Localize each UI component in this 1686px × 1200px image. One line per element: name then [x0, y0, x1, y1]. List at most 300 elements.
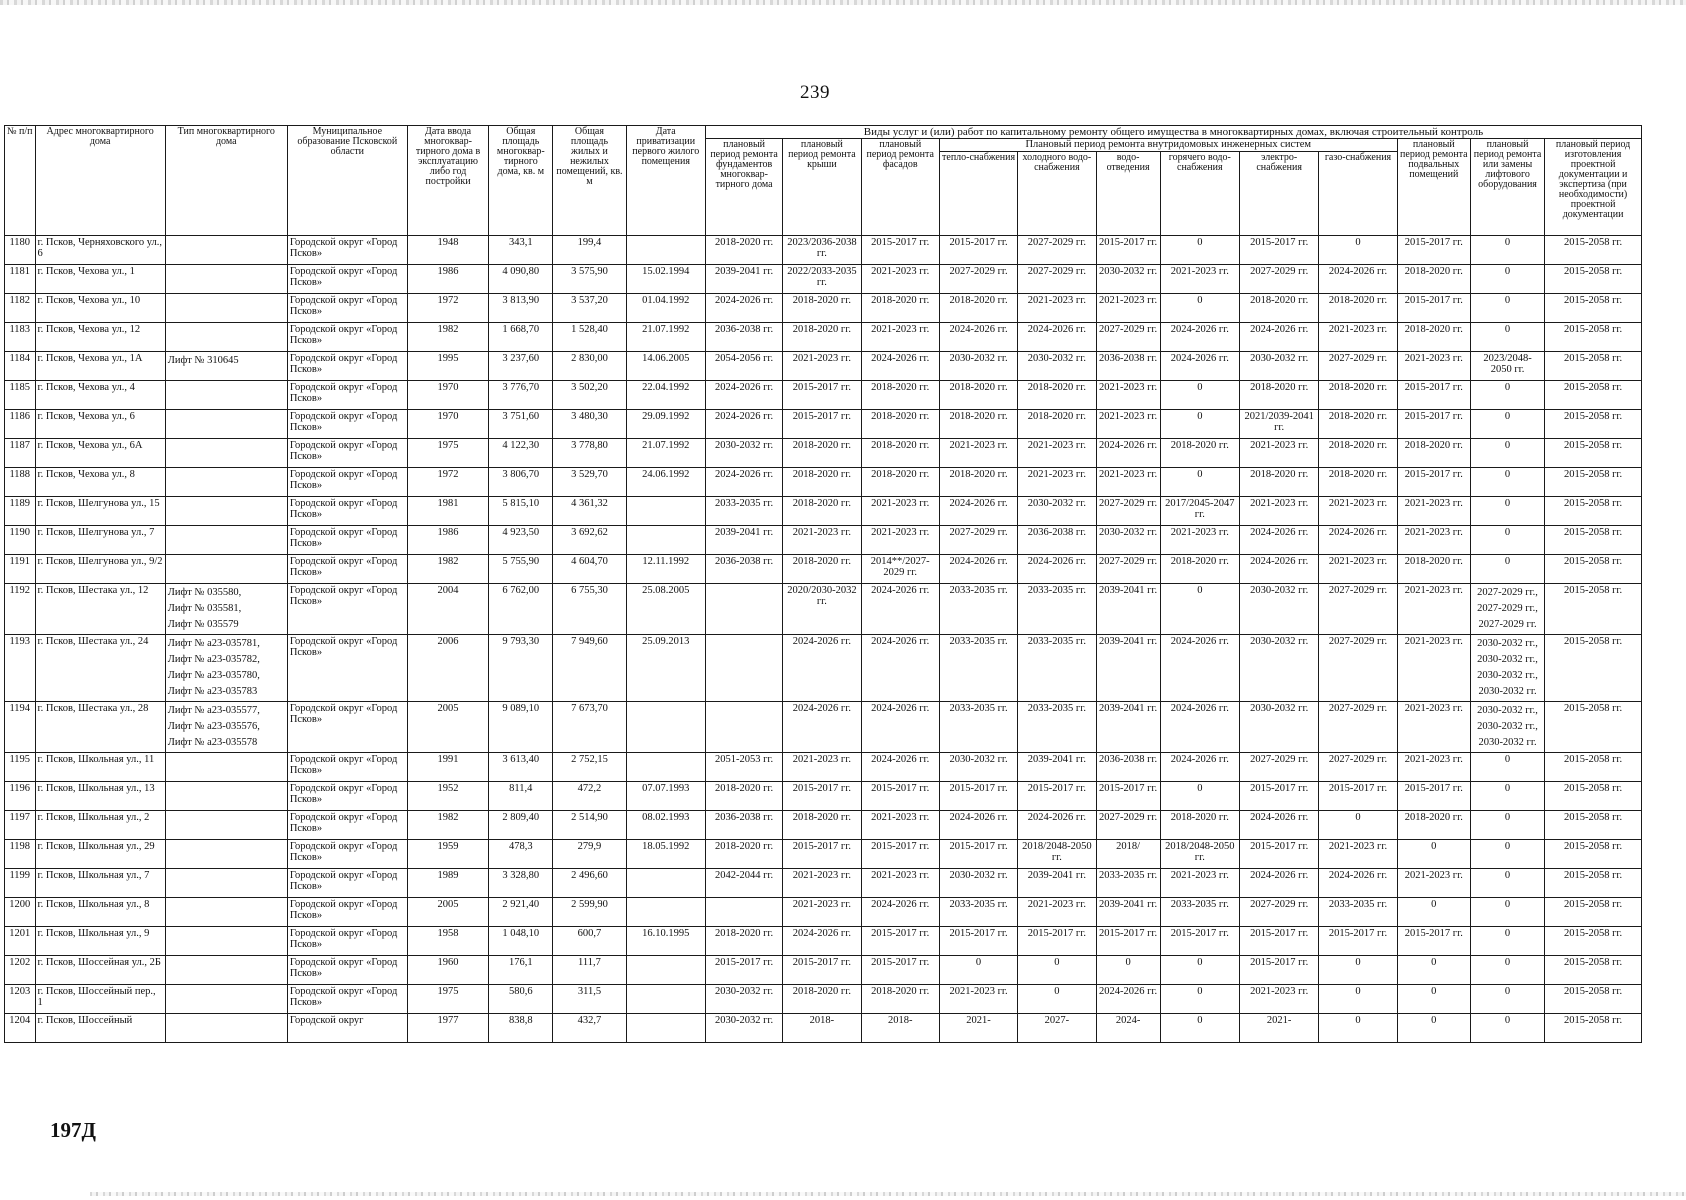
- municipality-cell: Городской округ «Город Псков»: [287, 869, 407, 898]
- docs-cell: 2015-2058 гг.: [1545, 526, 1642, 555]
- header-lift: плановый период ремонта или замены лифтового оборудования: [1470, 139, 1544, 236]
- cold-water-cell: 0: [1018, 956, 1096, 985]
- cold-water-cell: 2024-2026 гг.: [1018, 811, 1096, 840]
- table-row: [5, 265, 1642, 294]
- lift-cell: [1470, 956, 1544, 985]
- electro-cell: 2024-2026 гг.: [1239, 869, 1318, 898]
- facade-cell: 2015-2017 гг.: [861, 956, 939, 985]
- privatization-cell: [626, 526, 705, 555]
- electro-cell: 2021-2023 гг.: [1239, 497, 1318, 526]
- lift-cell: [1470, 323, 1544, 352]
- row-number: 1193: [5, 635, 36, 702]
- year-cell: 1991: [407, 753, 488, 782]
- total-area-cell: 3 613,40: [489, 753, 553, 782]
- heat-cell: 2027-2029 гг.: [939, 526, 1017, 555]
- year-cell: 1986: [407, 265, 488, 294]
- lift-period-line: 2030-2032 гг.,: [1477, 654, 1538, 665]
- hot-water-cell: 0: [1160, 468, 1239, 497]
- lift-id-line: Лифт № 035579: [167, 619, 239, 630]
- electro-cell: 2027-2029 гг.: [1239, 753, 1318, 782]
- address-cell: г. Псков, Чехова ул., 8: [35, 468, 165, 497]
- header-facade: плановый период ремонта фасадов: [861, 139, 939, 236]
- heat-cell: 2030-2032 гг.: [939, 869, 1017, 898]
- drainage-cell: 2030-2032 гг.: [1096, 526, 1160, 555]
- municipality-cell: Городской округ «Город Псков»: [287, 753, 407, 782]
- privatization-cell: 16.10.1995: [626, 927, 705, 956]
- living-area-cell: 4 361,32: [553, 497, 626, 526]
- year-cell: 2006: [407, 635, 488, 702]
- hot-water-cell: 2024-2026 гг.: [1160, 702, 1239, 753]
- drainage-cell: 2021-2023 гг.: [1096, 468, 1160, 497]
- table-row: [5, 381, 1642, 410]
- lift-cell: [1470, 410, 1544, 439]
- facade-cell: 2021-2023 гг.: [861, 497, 939, 526]
- foundation-cell: [705, 635, 782, 702]
- electro-cell: 2024-2026 гг.: [1239, 811, 1318, 840]
- docs-cell: 2015-2058 гг.: [1545, 497, 1642, 526]
- address-cell: г. Псков, Школьная ул., 11: [35, 753, 165, 782]
- table-row: [5, 840, 1642, 869]
- type-cell: [165, 468, 287, 497]
- heat-cell: 2033-2035 гг.: [939, 898, 1017, 927]
- hot-water-cell: 0: [1160, 1014, 1239, 1043]
- electro-cell: 2018-2020 гг.: [1239, 294, 1318, 323]
- foundation-cell: 2030-2032 гг.: [705, 985, 782, 1014]
- lift-id-line: Лифт № а23-035780,: [167, 670, 260, 681]
- roof-cell: 2018-2020 гг.: [783, 555, 861, 584]
- privatization-cell: [626, 956, 705, 985]
- living-area-cell: 3 480,30: [553, 410, 626, 439]
- docs-cell: 2015-2058 гг.: [1545, 265, 1642, 294]
- docs-cell: 2015-2058 гг.: [1545, 323, 1642, 352]
- municipality-cell: Городской округ «Город Псков»: [287, 410, 407, 439]
- table-row: [5, 439, 1642, 468]
- roof-cell: 2018-: [783, 1014, 861, 1043]
- lift-period-line: 0: [1504, 382, 1511, 393]
- gas-cell: 2018-2020 гг.: [1319, 410, 1397, 439]
- lift-period-line: 0: [1504, 754, 1511, 765]
- municipality-cell: Городской округ «Город Псков»: [287, 381, 407, 410]
- lift-cell: [1470, 1014, 1544, 1043]
- address-cell: г. Псков, Чехова ул., 6: [35, 410, 165, 439]
- lift-period-line: 0: [1504, 237, 1511, 248]
- drainage-cell: 2027-2029 гг.: [1096, 555, 1160, 584]
- facade-cell: 2024-2026 гг.: [861, 753, 939, 782]
- gas-cell: 2027-2029 гг.: [1319, 753, 1397, 782]
- privatization-cell: 29.09.1992: [626, 410, 705, 439]
- type-cell: [165, 811, 287, 840]
- total-area-cell: 4 122,30: [489, 439, 553, 468]
- privatization-cell: 25.08.2005: [626, 584, 705, 635]
- total-area-cell: 343,1: [489, 236, 553, 265]
- total-area-cell: 2 921,40: [489, 898, 553, 927]
- drainage-cell: 2039-2041 гг.: [1096, 584, 1160, 635]
- lift-period-line: 0: [1504, 469, 1511, 480]
- living-area-cell: 2 830,00: [553, 352, 626, 381]
- facade-cell: 2018-2020 гг.: [861, 439, 939, 468]
- cold-water-cell: 2021-2023 гг.: [1018, 898, 1096, 927]
- foundation-cell: 2030-2032 гг.: [705, 1014, 782, 1043]
- gas-cell: 2024-2026 гг.: [1319, 869, 1397, 898]
- address-cell: г. Псков, Школьная ул., 9: [35, 927, 165, 956]
- cold-water-cell: 2033-2035 гг.: [1018, 635, 1096, 702]
- gas-cell: 2027-2029 гг.: [1319, 702, 1397, 753]
- living-area-cell: 311,5: [553, 985, 626, 1014]
- header-total-area: Общая площадь многоквар-тирного дома, кв. м: [489, 126, 553, 236]
- foundation-cell: [705, 898, 782, 927]
- cold-water-cell: 2030-2032 гг.: [1018, 497, 1096, 526]
- roof-cell: 2015-2017 гг.: [783, 840, 861, 869]
- lift-period-line: 0: [1504, 527, 1511, 538]
- row-number: 1195: [5, 753, 36, 782]
- type-cell: [165, 526, 287, 555]
- privatization-cell: 21.07.1992: [626, 323, 705, 352]
- facade-cell: 2021-2023 гг.: [861, 323, 939, 352]
- cold-water-cell: 2018-2020 гг.: [1018, 410, 1096, 439]
- hot-water-cell: 2024-2026 гг.: [1160, 352, 1239, 381]
- living-area-cell: 2 514,90: [553, 811, 626, 840]
- living-area-cell: 3 502,20: [553, 381, 626, 410]
- facade-cell: 2021-2023 гг.: [861, 526, 939, 555]
- basement-cell: 2021-2023 гг.: [1397, 753, 1470, 782]
- privatization-cell: [626, 753, 705, 782]
- table-row: [5, 869, 1642, 898]
- docs-cell: 2015-2058 гг.: [1545, 294, 1642, 323]
- lift-period-line: 0: [1504, 899, 1511, 910]
- total-area-cell: 9 089,10: [489, 702, 553, 753]
- living-area-cell: 432,7: [553, 1014, 626, 1043]
- docs-cell: 2015-2058 гг.: [1545, 985, 1642, 1014]
- header-hot-water: горячего водо-снабжения: [1160, 152, 1239, 236]
- lift-id-line: Лифт № а23-035783: [167, 686, 258, 697]
- living-area-cell: 2 496,60: [553, 869, 626, 898]
- type-cell: [165, 985, 287, 1014]
- cold-water-cell: 2027-2029 гг.: [1018, 236, 1096, 265]
- drainage-cell: 2027-2029 гг.: [1096, 497, 1160, 526]
- basement-cell: 2018-2020 гг.: [1397, 265, 1470, 294]
- total-area-cell: 478,3: [489, 840, 553, 869]
- electro-cell: 2030-2032 гг.: [1239, 584, 1318, 635]
- docs-cell: 2015-2058 гг.: [1545, 381, 1642, 410]
- roof-cell: 2018-2020 гг.: [783, 468, 861, 497]
- heat-cell: 2024-2026 гг.: [939, 811, 1017, 840]
- basement-cell: 2015-2017 гг.: [1397, 468, 1470, 497]
- lift-cell: [1470, 497, 1544, 526]
- heat-cell: 2033-2035 гг.: [939, 584, 1017, 635]
- address-cell: г. Псков, Шелгунова ул., 15: [35, 497, 165, 526]
- living-area-cell: 7 949,60: [553, 635, 626, 702]
- header-basement: плановый период ремонта подвальных помещений: [1397, 139, 1470, 236]
- total-area-cell: 1 668,70: [489, 323, 553, 352]
- type-cell: [165, 869, 287, 898]
- foundation-cell: [705, 584, 782, 635]
- lift-cell: [1470, 352, 1544, 381]
- living-area-cell: 4 604,70: [553, 555, 626, 584]
- hot-water-cell: 2017/2045-2047 гг.: [1160, 497, 1239, 526]
- lift-id-line: Лифт № 310645: [167, 355, 239, 366]
- living-area-cell: 1 528,40: [553, 323, 626, 352]
- total-area-cell: 5 755,90: [489, 555, 553, 584]
- type-cell: [165, 497, 287, 526]
- address-cell: г. Псков, Школьная ул., 13: [35, 782, 165, 811]
- privatization-cell: 08.02.1993: [626, 811, 705, 840]
- foundation-cell: [705, 702, 782, 753]
- lift-period-line: 0: [1504, 324, 1511, 335]
- roof-cell: 2024-2026 гг.: [783, 927, 861, 956]
- lift-period-line: 0: [1504, 440, 1511, 451]
- type-cell: [165, 236, 287, 265]
- table-row: [5, 927, 1642, 956]
- hot-water-cell: 0: [1160, 782, 1239, 811]
- basement-cell: 0: [1397, 956, 1470, 985]
- foundation-cell: 2030-2032 гг.: [705, 439, 782, 468]
- facade-cell: 2018-2020 гг.: [861, 381, 939, 410]
- lift-id-line: Лифт № 035581,: [167, 603, 242, 614]
- year-cell: 1958: [407, 927, 488, 956]
- foundation-cell: 2024-2026 гг.: [705, 381, 782, 410]
- row-number: 1202: [5, 956, 36, 985]
- header-gas: газо-снабжения: [1319, 152, 1397, 236]
- electro-cell: 2021/2039-2041 гг.: [1239, 410, 1318, 439]
- drainage-cell: 2036-2038 гг.: [1096, 753, 1160, 782]
- basement-cell: 0: [1397, 1014, 1470, 1043]
- foundation-cell: 2039-2041 гг.: [705, 526, 782, 555]
- cold-water-cell: 2015-2017 гг.: [1018, 782, 1096, 811]
- type-cell: [165, 323, 287, 352]
- heat-cell: 2021-2023 гг.: [939, 439, 1017, 468]
- row-number: 1180: [5, 236, 36, 265]
- header-address: Адрес многоквартирного дома: [35, 126, 165, 236]
- facade-cell: 2021-2023 гг.: [861, 811, 939, 840]
- lift-cell: [1470, 702, 1544, 753]
- lift-cell: [1470, 840, 1544, 869]
- heat-cell: 2030-2032 гг.: [939, 352, 1017, 381]
- heat-cell: 2015-2017 гг.: [939, 236, 1017, 265]
- hot-water-cell: 2018/2048-2050 гг.: [1160, 840, 1239, 869]
- heat-cell: 2018-2020 гг.: [939, 410, 1017, 439]
- foundation-cell: 2033-2035 гг.: [705, 497, 782, 526]
- docs-cell: 2015-2058 гг.: [1545, 555, 1642, 584]
- heat-cell: 2021-: [939, 1014, 1017, 1043]
- lift-period-line: 2030-2032 гг.,: [1477, 705, 1538, 716]
- header-municipality: Муниципальное образование Псковской области: [287, 126, 407, 236]
- address-cell: г. Псков, Черняховского ул., 6: [35, 236, 165, 265]
- type-cell: [165, 584, 287, 635]
- total-area-cell: 9 793,30: [489, 635, 553, 702]
- basement-cell: 2021-2023 гг.: [1397, 702, 1470, 753]
- row-number: 1191: [5, 555, 36, 584]
- electro-cell: 2018-2020 гг.: [1239, 381, 1318, 410]
- cold-water-cell: 2021-2023 гг.: [1018, 294, 1096, 323]
- gas-cell: 2021-2023 гг.: [1319, 323, 1397, 352]
- roof-cell: 2021-2023 гг.: [783, 753, 861, 782]
- electro-cell: 2021-2023 гг.: [1239, 985, 1318, 1014]
- drainage-cell: 2033-2035 гг.: [1096, 869, 1160, 898]
- electro-cell: 2024-2026 гг.: [1239, 555, 1318, 584]
- header-engineering-group: Плановый период ремонта внутридомовых инженерных систем: [939, 139, 1397, 152]
- facade-cell: 2018-2020 гг.: [861, 410, 939, 439]
- facade-cell: 2018-2020 гг.: [861, 985, 939, 1014]
- header-roof: плановый период ремонта крыши: [783, 139, 861, 236]
- facade-cell: 2018-2020 гг.: [861, 468, 939, 497]
- year-cell: 2004: [407, 584, 488, 635]
- facade-cell: 2024-2026 гг.: [861, 635, 939, 702]
- cold-water-cell: 2033-2035 гг.: [1018, 584, 1096, 635]
- total-area-cell: 4 923,50: [489, 526, 553, 555]
- facade-cell: 2024-2026 гг.: [861, 702, 939, 753]
- facade-cell: 2015-2017 гг.: [861, 236, 939, 265]
- roof-cell: 2021-2023 гг.: [783, 526, 861, 555]
- header-type: Тип многоквартирного дома: [165, 126, 287, 236]
- row-number: 1204: [5, 1014, 36, 1043]
- gas-cell: 0: [1319, 1014, 1397, 1043]
- lift-period-line: 0: [1504, 411, 1511, 422]
- cold-water-cell: 2024-2026 гг.: [1018, 555, 1096, 584]
- privatization-cell: 25.09.2013: [626, 635, 705, 702]
- municipality-cell: Городской округ «Город Псков»: [287, 985, 407, 1014]
- living-area-cell: 6 755,30: [553, 584, 626, 635]
- gas-cell: 2024-2026 гг.: [1319, 526, 1397, 555]
- lift-period-line: 0: [1504, 1015, 1511, 1026]
- lift-cell: [1470, 265, 1544, 294]
- cold-water-cell: 2036-2038 гг.: [1018, 526, 1096, 555]
- municipality-cell: Городской округ «Город Псков»: [287, 323, 407, 352]
- docs-cell: 2015-2058 гг.: [1545, 840, 1642, 869]
- electro-cell: 2015-2017 гг.: [1239, 782, 1318, 811]
- basement-cell: 2021-2023 гг.: [1397, 352, 1470, 381]
- header-docs: плановый период изготовления проектной документации и экспертиза (при необходимости) проектной документации: [1545, 139, 1642, 236]
- roof-cell: 2022/2033-2035 гг.: [783, 265, 861, 294]
- lift-cell: [1470, 985, 1544, 1014]
- total-area-cell: 3 328,80: [489, 869, 553, 898]
- facade-cell: 2018-2020 гг.: [861, 294, 939, 323]
- cold-water-cell: 2027-: [1018, 1014, 1096, 1043]
- facade-cell: 2015-2017 гг.: [861, 840, 939, 869]
- year-cell: 1982: [407, 323, 488, 352]
- heat-cell: 2018-2020 гг.: [939, 468, 1017, 497]
- lift-cell: [1470, 635, 1544, 702]
- basement-cell: 2018-2020 гг.: [1397, 323, 1470, 352]
- hot-water-cell: 2021-2023 гг.: [1160, 869, 1239, 898]
- year-cell: 1982: [407, 811, 488, 840]
- address-cell: г. Псков, Шестака ул., 12: [35, 584, 165, 635]
- total-area-cell: 6 762,00: [489, 584, 553, 635]
- year-cell: 1975: [407, 439, 488, 468]
- roof-cell: 2020/2030-2032 гг.: [783, 584, 861, 635]
- hot-water-cell: 0: [1160, 410, 1239, 439]
- cold-water-cell: 2018-2020 гг.: [1018, 381, 1096, 410]
- table-row: [5, 584, 1642, 635]
- facade-cell: 2024-2026 гг.: [861, 352, 939, 381]
- total-area-cell: 3 776,70: [489, 381, 553, 410]
- gas-cell: 2033-2035 гг.: [1319, 898, 1397, 927]
- header-cold-water: холодного водо-снабжения: [1018, 152, 1096, 236]
- roof-cell: 2018-2020 гг.: [783, 497, 861, 526]
- row-number: 1183: [5, 323, 36, 352]
- row-number: 1182: [5, 294, 36, 323]
- row-number: 1181: [5, 265, 36, 294]
- gas-cell: 2018-2020 гг.: [1319, 468, 1397, 497]
- lift-cell: [1470, 439, 1544, 468]
- basement-cell: 2021-2023 гг.: [1397, 584, 1470, 635]
- total-area-cell: 838,8: [489, 1014, 553, 1043]
- electro-cell: 2024-2026 гг.: [1239, 323, 1318, 352]
- living-area-cell: 3 778,80: [553, 439, 626, 468]
- electro-cell: 2021-: [1239, 1014, 1318, 1043]
- municipality-cell: Городской округ «Город Псков»: [287, 898, 407, 927]
- page-code: 197Д: [50, 1118, 96, 1142]
- type-cell: [165, 439, 287, 468]
- foundation-cell: 2018-2020 гг.: [705, 236, 782, 265]
- type-cell: [165, 294, 287, 323]
- docs-cell: 2015-2058 гг.: [1545, 635, 1642, 702]
- foundation-cell: 2042-2044 гг.: [705, 869, 782, 898]
- year-cell: 1959: [407, 840, 488, 869]
- municipality-cell: Городской округ «Город Псков»: [287, 265, 407, 294]
- table-row: [5, 898, 1642, 927]
- header-privatization: Дата приватизации первого жилого помещения: [626, 126, 705, 236]
- foundation-cell: 2051-2053 гг.: [705, 753, 782, 782]
- address-cell: г. Псков, Чехова ул., 6А: [35, 439, 165, 468]
- gas-cell: 2015-2017 гг.: [1319, 927, 1397, 956]
- electro-cell: 2021-2023 гг.: [1239, 439, 1318, 468]
- privatization-cell: [626, 898, 705, 927]
- year-cell: 1948: [407, 236, 488, 265]
- facade-cell: 2024-2026 гг.: [861, 898, 939, 927]
- lift-id-line: Лифт № 035580,: [167, 587, 242, 598]
- gas-cell: 0: [1319, 236, 1397, 265]
- drainage-cell: 2015-2017 гг.: [1096, 927, 1160, 956]
- drainage-cell: 2024-2026 гг.: [1096, 985, 1160, 1014]
- roof-cell: 2015-2017 гг.: [783, 782, 861, 811]
- docs-cell: 2015-2058 гг.: [1545, 439, 1642, 468]
- roof-cell: 2021-2023 гг.: [783, 898, 861, 927]
- living-area-cell: 472,2: [553, 782, 626, 811]
- type-cell: [165, 753, 287, 782]
- lift-cell: [1470, 381, 1544, 410]
- table-body: [5, 236, 1642, 1043]
- electro-cell: 2030-2032 гг.: [1239, 352, 1318, 381]
- address-cell: г. Псков, Школьная ул., 8: [35, 898, 165, 927]
- year-cell: 1977: [407, 1014, 488, 1043]
- table-row: [5, 497, 1642, 526]
- electro-cell: 2018-2020 гг.: [1239, 468, 1318, 497]
- basement-cell: 2021-2023 гг.: [1397, 497, 1470, 526]
- privatization-cell: 01.04.1992: [626, 294, 705, 323]
- header-year: Дата ввода многоквар-тирного дома в эксплуатацию либо год постройки: [407, 126, 488, 236]
- basement-cell: 2021-2023 гг.: [1397, 869, 1470, 898]
- gas-cell: 0: [1319, 985, 1397, 1014]
- lift-period-line: 0: [1504, 870, 1511, 881]
- drainage-cell: 2021-2023 гг.: [1096, 410, 1160, 439]
- lift-period-line: 2030-2032 гг.,: [1477, 638, 1538, 649]
- lift-cell: [1470, 811, 1544, 840]
- roof-cell: 2018-2020 гг.: [783, 294, 861, 323]
- page-number: 239: [800, 82, 830, 103]
- electro-cell: 2015-2017 гг.: [1239, 236, 1318, 265]
- drainage-cell: 2021-2023 гг.: [1096, 294, 1160, 323]
- table-row: [5, 352, 1642, 381]
- address-cell: г. Псков, Школьная ул., 7: [35, 869, 165, 898]
- municipality-cell: Городской округ «Город Псков»: [287, 468, 407, 497]
- roof-cell: 2015-2017 гг.: [783, 956, 861, 985]
- gas-cell: 0: [1319, 956, 1397, 985]
- docs-cell: 2015-2058 гг.: [1545, 753, 1642, 782]
- address-cell: г. Псков, Шоссейный пер., 1: [35, 985, 165, 1014]
- gas-cell: 2027-2029 гг.: [1319, 584, 1397, 635]
- roof-cell: 2021-2023 гг.: [783, 352, 861, 381]
- municipality-cell: Городской округ: [287, 1014, 407, 1043]
